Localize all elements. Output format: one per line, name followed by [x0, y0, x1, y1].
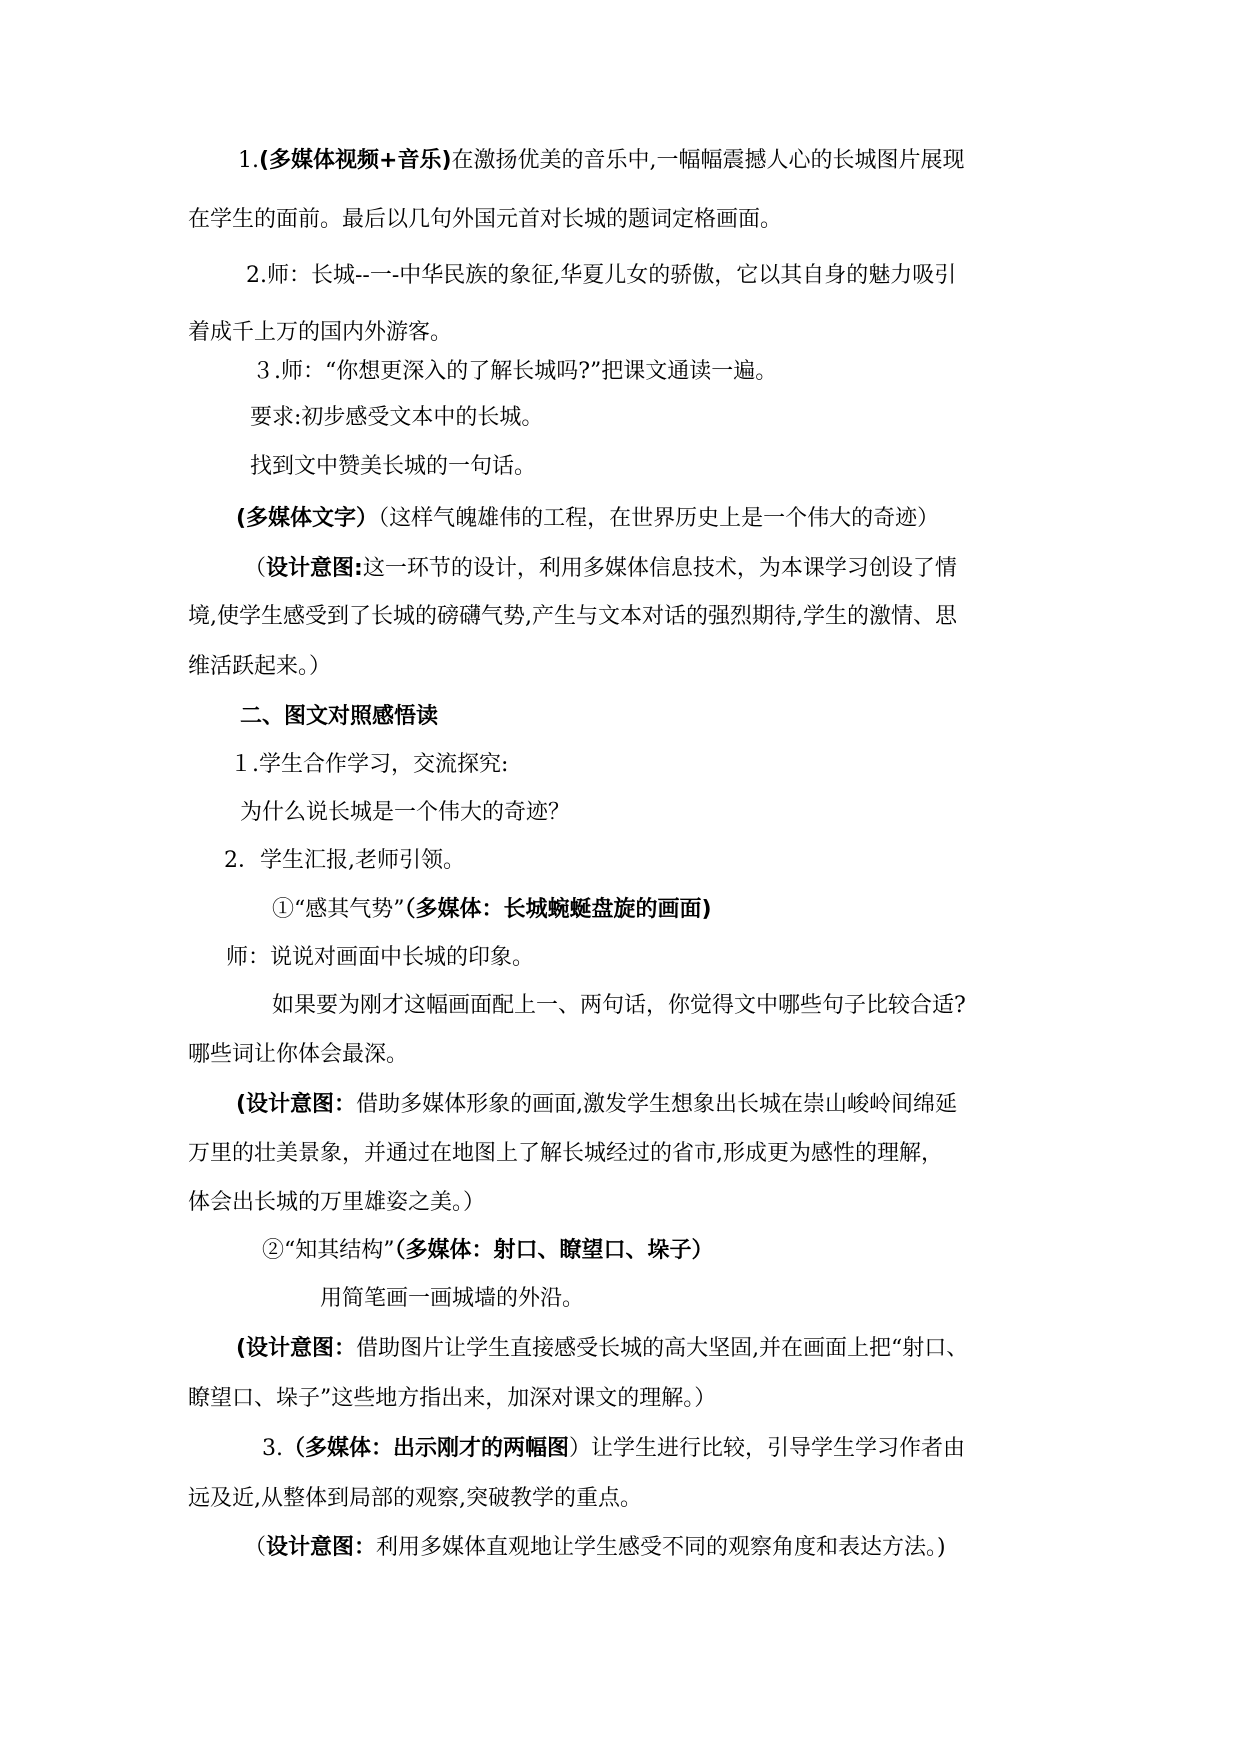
sub-item-2-line: ②“知其结构”（多媒体：射口、瞭望口、垛子） [262, 1238, 714, 1263]
design-intent-2-line-3: 体会出长城的万里雄姿之美。） [188, 1190, 486, 1215]
step-3-line-1: 3.（多媒体：出示刚才的两幅图）让学生进行比较，引导学生学习作者由 [262, 1436, 966, 1461]
design-intent-2-line-1: (设计意图：借助多媒体形象的画面,激发学生想象出长城在崇山峻岭间绵延 [236, 1092, 958, 1117]
design-intent-4-line: （设计意图：利用多媒体直观地让学生感受不同的观察角度和表达方法。) [244, 1535, 946, 1560]
requirement-line: 要求:初步感受文本中的长城。 [250, 405, 544, 430]
para-1-line-1: 1.(多媒体视频+音乐)在激扬优美的音乐中,一幅幅震撼人心的长城图片展现 [238, 148, 965, 173]
step-2-line: 2．学生汇报,老师引领。 [224, 848, 465, 873]
design-intent-1-line-2: 境,使学生感受到了长城的磅礴气势,产生与文本对话的强烈期待,学生的激情、思 [188, 604, 957, 629]
sub-item-1-line: ①“感其气势”（多媒体：长城蜿蜒盘旋的画面) [272, 897, 712, 922]
prompt-line-2: 哪些词让你体会最深。 [188, 1042, 409, 1067]
design-intent-1-line-3: 维活跃起来。） [188, 654, 332, 679]
para-2-line-1: 2.师：长城--一-中华民族的象征,华夏儿女的骄傲，它以其自身的魅力吸引 [246, 263, 957, 288]
task-line: 找到文中赞美长城的一句话。 [250, 454, 537, 479]
question-line: 为什么说长城是一个伟大的奇迹？ [240, 800, 571, 825]
para-2-line-2: 着成千上万的国内外游客。 [188, 320, 453, 345]
design-intent-3-line-2: 瞭望口、垛子”这些地方指出来，加深对课文的理解。） [188, 1386, 717, 1411]
multimedia-text-line: (多媒体文字）（这样气魄雄伟的工程，在世界历史上是一个伟大的奇迹） [236, 506, 940, 531]
para-3-line-1: ３.师：“你想更深入的了解长城吗?”把课文通读一遍。 [252, 359, 778, 384]
step-3-line-2: 远及近,从整体到局部的观察,突破教学的重点。 [188, 1486, 642, 1511]
sketch-line: 用简笔画一画城墙的外沿。 [320, 1286, 585, 1311]
design-intent-1-line-1: （设计意图:这一环节的设计，利用多媒体信息技术，为本课学习创设了情 [244, 556, 957, 581]
design-intent-3-line-1: (设计意图：借助图片让学生直接感受长城的高大坚固,并在画面上把“射口、 [236, 1336, 969, 1361]
para-1-line-2: 在学生的面前。最后以几句外国元首对长城的题词定格画面。 [188, 207, 783, 232]
step-1-line: １.学生合作学习，交流探究: [230, 752, 509, 777]
design-intent-2-line-2: 万里的壮美景象，并通过在地图上了解长城经过的省市,形成更为感性的理解， [188, 1141, 943, 1166]
teacher-line: 师：说说对画面中长城的印象。 [226, 945, 535, 970]
prompt-line-1: 如果要为刚才这幅画面配上一、两句话，你觉得文中哪些句子比较合适? [272, 993, 966, 1018]
section-heading: 二、图文对照感悟读 [240, 704, 439, 729]
